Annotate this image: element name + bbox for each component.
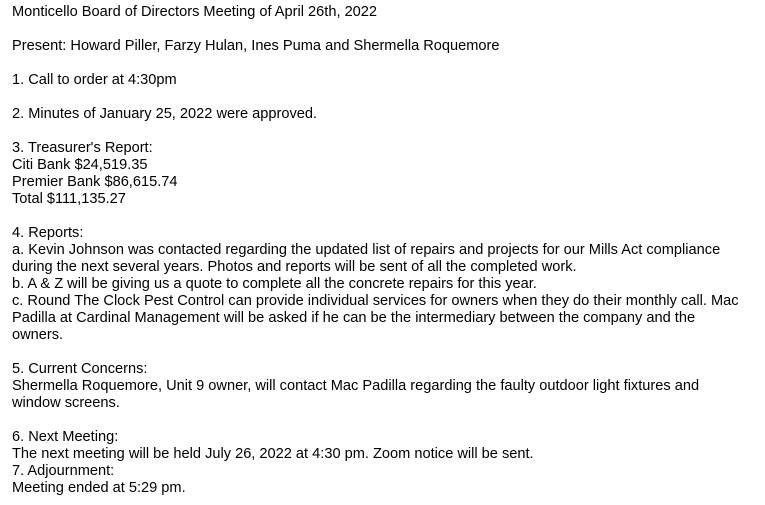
premier-bank-balance: Premier Bank $86,615.74 bbox=[12, 174, 178, 190]
adjournment-heading: 7. Adjournment: bbox=[12, 463, 115, 479]
spacer bbox=[12, 123, 747, 140]
report-item-a: a. Kevin Johnson was contacted regarding the updated list of repairs and projects for our Mills Act compliance during the next several years. Photos and reports will be sent of all the completed work. bbox=[12, 242, 721, 275]
spacer bbox=[12, 89, 747, 106]
spacer bbox=[12, 344, 747, 361]
report-item-c: c. Round The Clock Pest Control can provide individual services for owners when they do their monthly call. Mac Padilla at Cardinal Management will be asked if he can be the intermediary between the company and the owners. bbox=[12, 293, 739, 343]
spacer bbox=[12, 21, 747, 38]
document-title: Monticello Board of Directors Meeting of April 26th, 2022 bbox=[12, 4, 378, 20]
citi-bank-balance: Citi Bank $24,519.35 bbox=[12, 157, 148, 173]
current-concerns-text: Shermella Roquemore, Unit 9 owner, will contact Mac Padilla regarding the faulty outdoor light fixtures and window screens. bbox=[12, 378, 700, 411]
spacer bbox=[12, 412, 747, 429]
attendees-line: Present: Howard Piller, Farzy Hulan, Ines Puma and Shermella Roquemore bbox=[12, 38, 500, 54]
call-to-order-item: 1. Call to order at 4:30pm bbox=[12, 72, 177, 88]
spacer bbox=[12, 208, 747, 225]
reports-heading: 4. Reports: bbox=[12, 225, 84, 241]
spacer bbox=[12, 55, 747, 72]
total-balance: Total $111,135.27 bbox=[12, 191, 126, 207]
report-item-b: b. A & Z will be giving us a quote to complete all the concrete repairs for this year. bbox=[12, 276, 537, 292]
next-meeting-text: The next meeting will be held July 26, 2022 at 4:30 pm. Zoom notice will be sent. bbox=[12, 446, 534, 462]
current-concerns-heading: 5. Current Concerns: bbox=[12, 361, 148, 377]
treasurer-report-heading: 3. Treasurer's Report: bbox=[12, 140, 153, 156]
minutes-approval-item: 2. Minutes of January 25, 2022 were approved. bbox=[12, 106, 318, 122]
next-meeting-heading: 6. Next Meeting: bbox=[12, 429, 119, 445]
adjournment-text: Meeting ended at 5:29 pm. bbox=[12, 480, 186, 496]
